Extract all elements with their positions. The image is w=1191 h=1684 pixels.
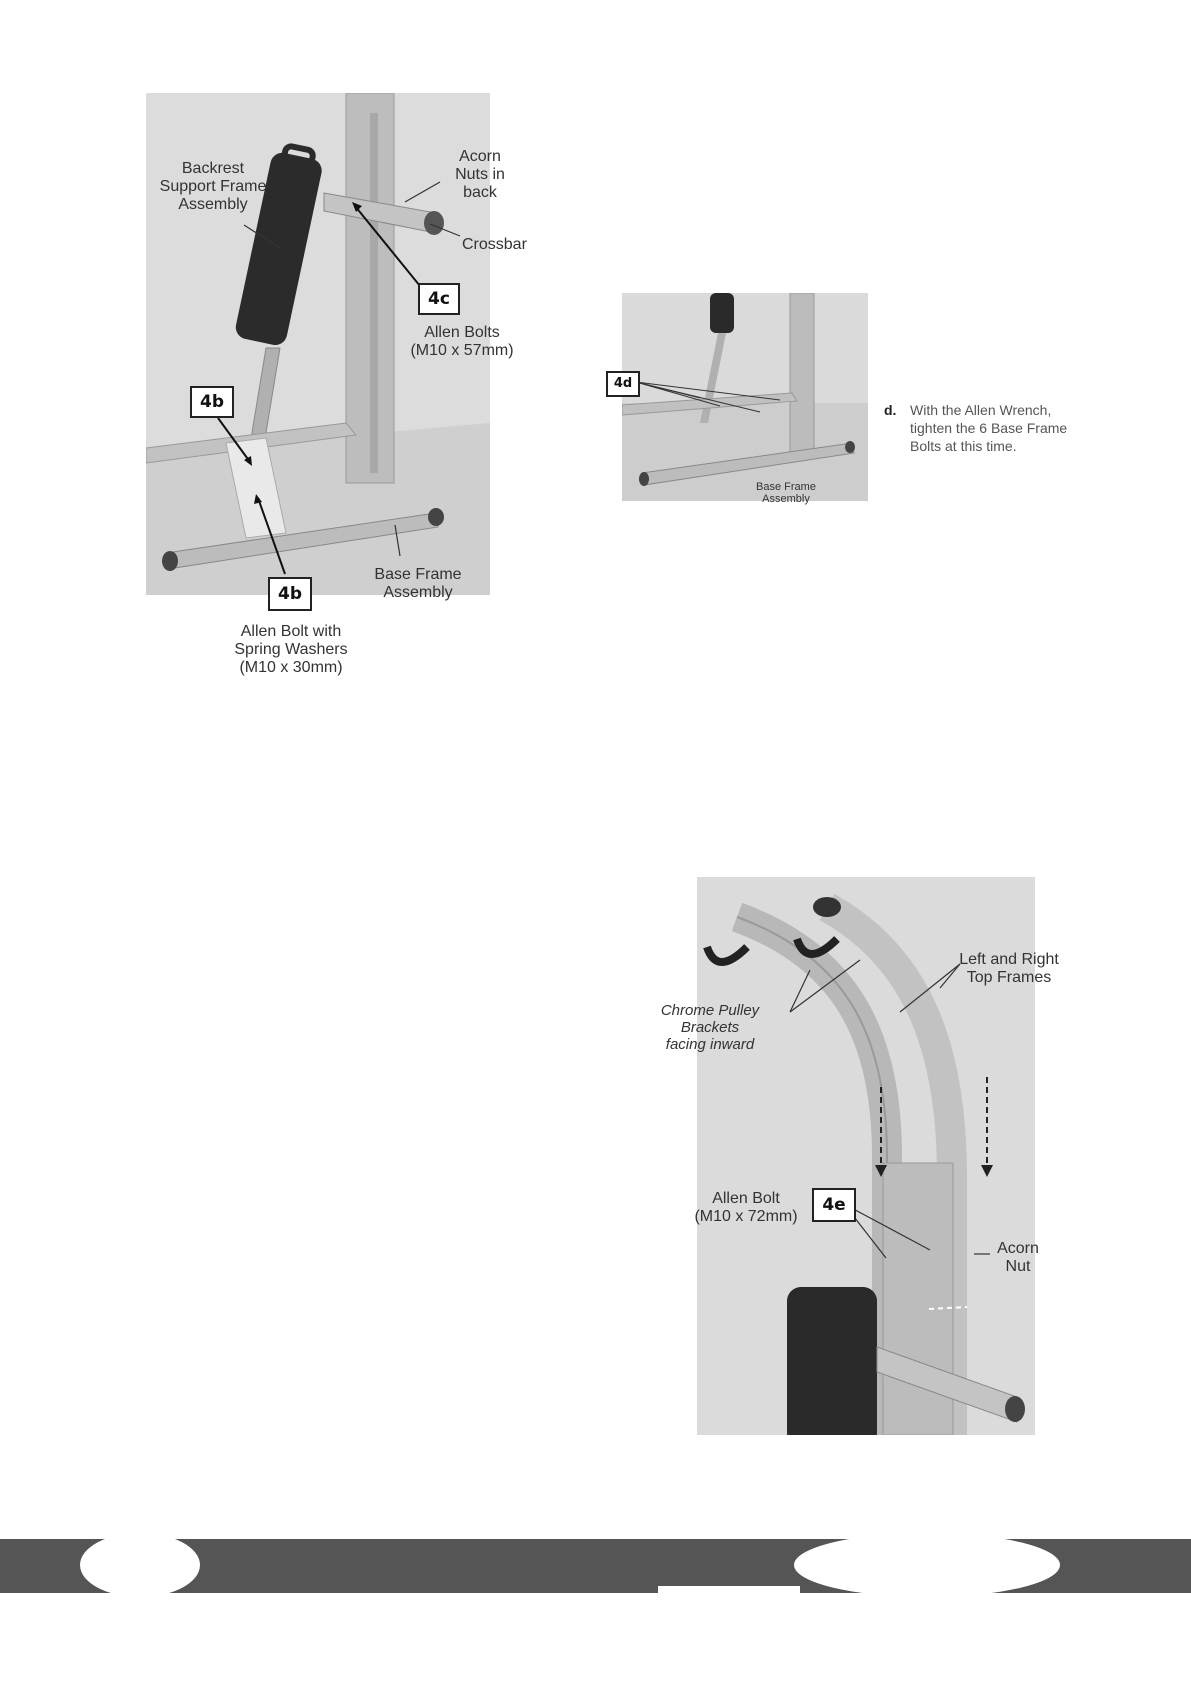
label-chrome-pulley-brackets: Chrome Pulley Brackets facing inward [660, 1002, 760, 1053]
label-backrest-support-frame: Backrest Support Frame Assembly [159, 160, 267, 213]
label-acorn-nuts: Acorn Nuts in back [455, 148, 505, 201]
footer-notch [658, 1586, 800, 1594]
label-allen-bolt-72: Allen Bolt (M10 x 72mm) [694, 1190, 798, 1225]
label-base-frame-assembly: Base Frame Assembly [374, 566, 462, 601]
label-allen-bolts-57: Allen Bolts (M10 x 57mm) [410, 324, 514, 359]
tag-4e: 4e [812, 1188, 856, 1222]
label-acorn-nut: Acorn Nut [997, 1240, 1039, 1275]
tag-4b-bottom: 4b [268, 577, 312, 611]
figure-4bc-leaders [0, 0, 1191, 700]
tag-4c: 4c [418, 283, 460, 315]
footer-page-number-right-badge [794, 1533, 1060, 1597]
tag-4b-top: 4b [190, 386, 234, 418]
label-crossbar: Crossbar [462, 236, 527, 253]
label-allen-bolt-spring-washers: Allen Bolt with Spring Washers (M10 x 30mm) [234, 623, 348, 676]
step-d-letter: d. [884, 402, 897, 418]
step-d-text: With the Allen Wrench, tighten the 6 Base Frame Bolts at this time. [910, 402, 1068, 454]
label-base-frame-assembly-4d: Base Frame Assembly [756, 481, 816, 506]
footer-page-number-left-badge [80, 1533, 200, 1597]
tag-4d: 4d [606, 371, 640, 397]
label-left-right-top-frames: Left and Right Top Frames [959, 951, 1059, 986]
